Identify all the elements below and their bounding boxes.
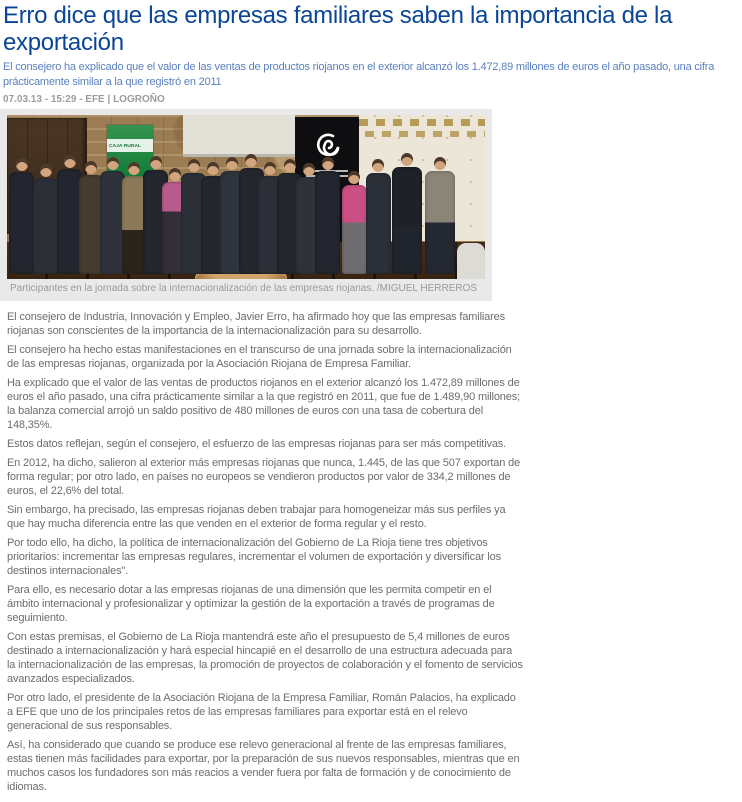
article-paragraph: Estos datos reflejan, según el consejero, el esfuerzo de las empresas riojanas para ser más competitivas. — [7, 438, 507, 450]
article-paragraph: Así, ha considerado que cuando se produce ese relevo generacional al frente de las empresas familiares, estas tienen más facilidades para exportar, por la preparación de sus nuevos responsables, mientras que en muchos casos los fundadores son más reacios a vender fuera por falta de formación y de conocimiento de idiomas. — [7, 739, 520, 793]
person-figure — [315, 157, 340, 274]
person-figure — [366, 159, 391, 274]
article-photo — [7, 115, 485, 279]
article-paragraph: Sin embargo, ha precisado, las empresas riojanas deben trabajar para homogeneizar más sus perfiles ya que hay mucha diferencia entre las que venden en el exterior de forma regular y el resto. — [7, 504, 506, 530]
article-paragraph: Con estas premisas, el Gobierno de La Rioja mantendrá este año el presupuesto de 5,4 millones de euros destinado a internacionalización y hará especial hincapié en el desarrollo de una estructura adecuada para la internacionalización de las empresas, la promoción de proyectos de colaboración y el fomento de servicios avanzados especializados. — [7, 631, 523, 685]
person-figure — [33, 164, 58, 274]
article-paragraph: Por otro lado, el presidente de la Asociación Riojana de la Empresa Familiar, Román Palacios, ha explicado a EFE que uno de los principales retos de las empresas familiares para exportar está en el relevo generacional de sus responsables. — [7, 692, 516, 732]
article-body — [7, 310, 523, 794]
photo-people — [7, 115, 485, 279]
person-figure — [9, 158, 34, 274]
caja-rural-label: CAJA RURAL — [109, 142, 142, 149]
article-paragraph: En 2012, ha dicho, salieron al exterior más empresas riojanas que nunca, 1.445, de las que 507 exportan de forma regular; por otro lado, en países no europeos se vendieron productos por valor de 334,2 millones de euros, el 22,6% del total. — [7, 457, 521, 497]
article-paragraph: El consejero de Industria, Innovación y Empleo, Javier Erro, ha afirmado hoy que las empresas familiares riojanas son conscientes de la importancia de la internacionalización para su desarrollo. — [7, 311, 505, 337]
article-paragraph: Por todo ello, ha dicho, la política de internacionalización del Gobierno de La Rioja tiene tres objetivos prioritarios: incrementar las empresas regulares, incrementar el volumen de exportación y diversificar los destinos internacionales". — [7, 537, 501, 577]
photo-caption: Participantes en la jornada sobre la internacionalización de las empresas riojanas. /MIGUEL HERREROS — [10, 283, 478, 294]
article-paragraph: El consejero ha hecho estas manifestaciones en el transcurso de una jornada sobre la internacionalización de las empresas riojanas, organizada por la Asociación Riojana de Empresa Familiar. — [7, 344, 512, 370]
person-figure — [425, 157, 455, 274]
article-photo-figure — [0, 109, 492, 301]
person-figure — [392, 153, 422, 274]
article-paragraph: Ha explicado que el valor de las ventas de productos riojanos en el exterior alcanzó los 1.472,89 millones de euros el año pasado, una cifra prácticamente similar a la que registró en 2011, que fue de 1.489,90 millones; la balanza comercial arrojó un saldo positivo de 480 millones de euros con una tasa de cobertura del 148,35%. — [7, 377, 520, 431]
article-subtitle: El consejero ha explicado que el valor de las ventas de productos riojanos en el exterior alcanzó los 1.472,89 millones de euros el año pasado, una cifra prácticamente similar a la que registró en 2011 — [3, 61, 715, 88]
article-title: Erro dice que las empresas familiares saben la importancia de la exportación — [3, 2, 673, 56]
person-figure — [342, 171, 367, 274]
article-paragraph: Para ello, es necesario dotar a las empresas riojanas de una dimensión que les permita competir en el ámbito internacional y profesionalizar y optimizar la gestión de la exportación a través de programas de seguimiento. — [7, 584, 495, 624]
article-dateline: 07.03.13 - 15:29 - EFE | LOGROÑO — [3, 94, 165, 105]
